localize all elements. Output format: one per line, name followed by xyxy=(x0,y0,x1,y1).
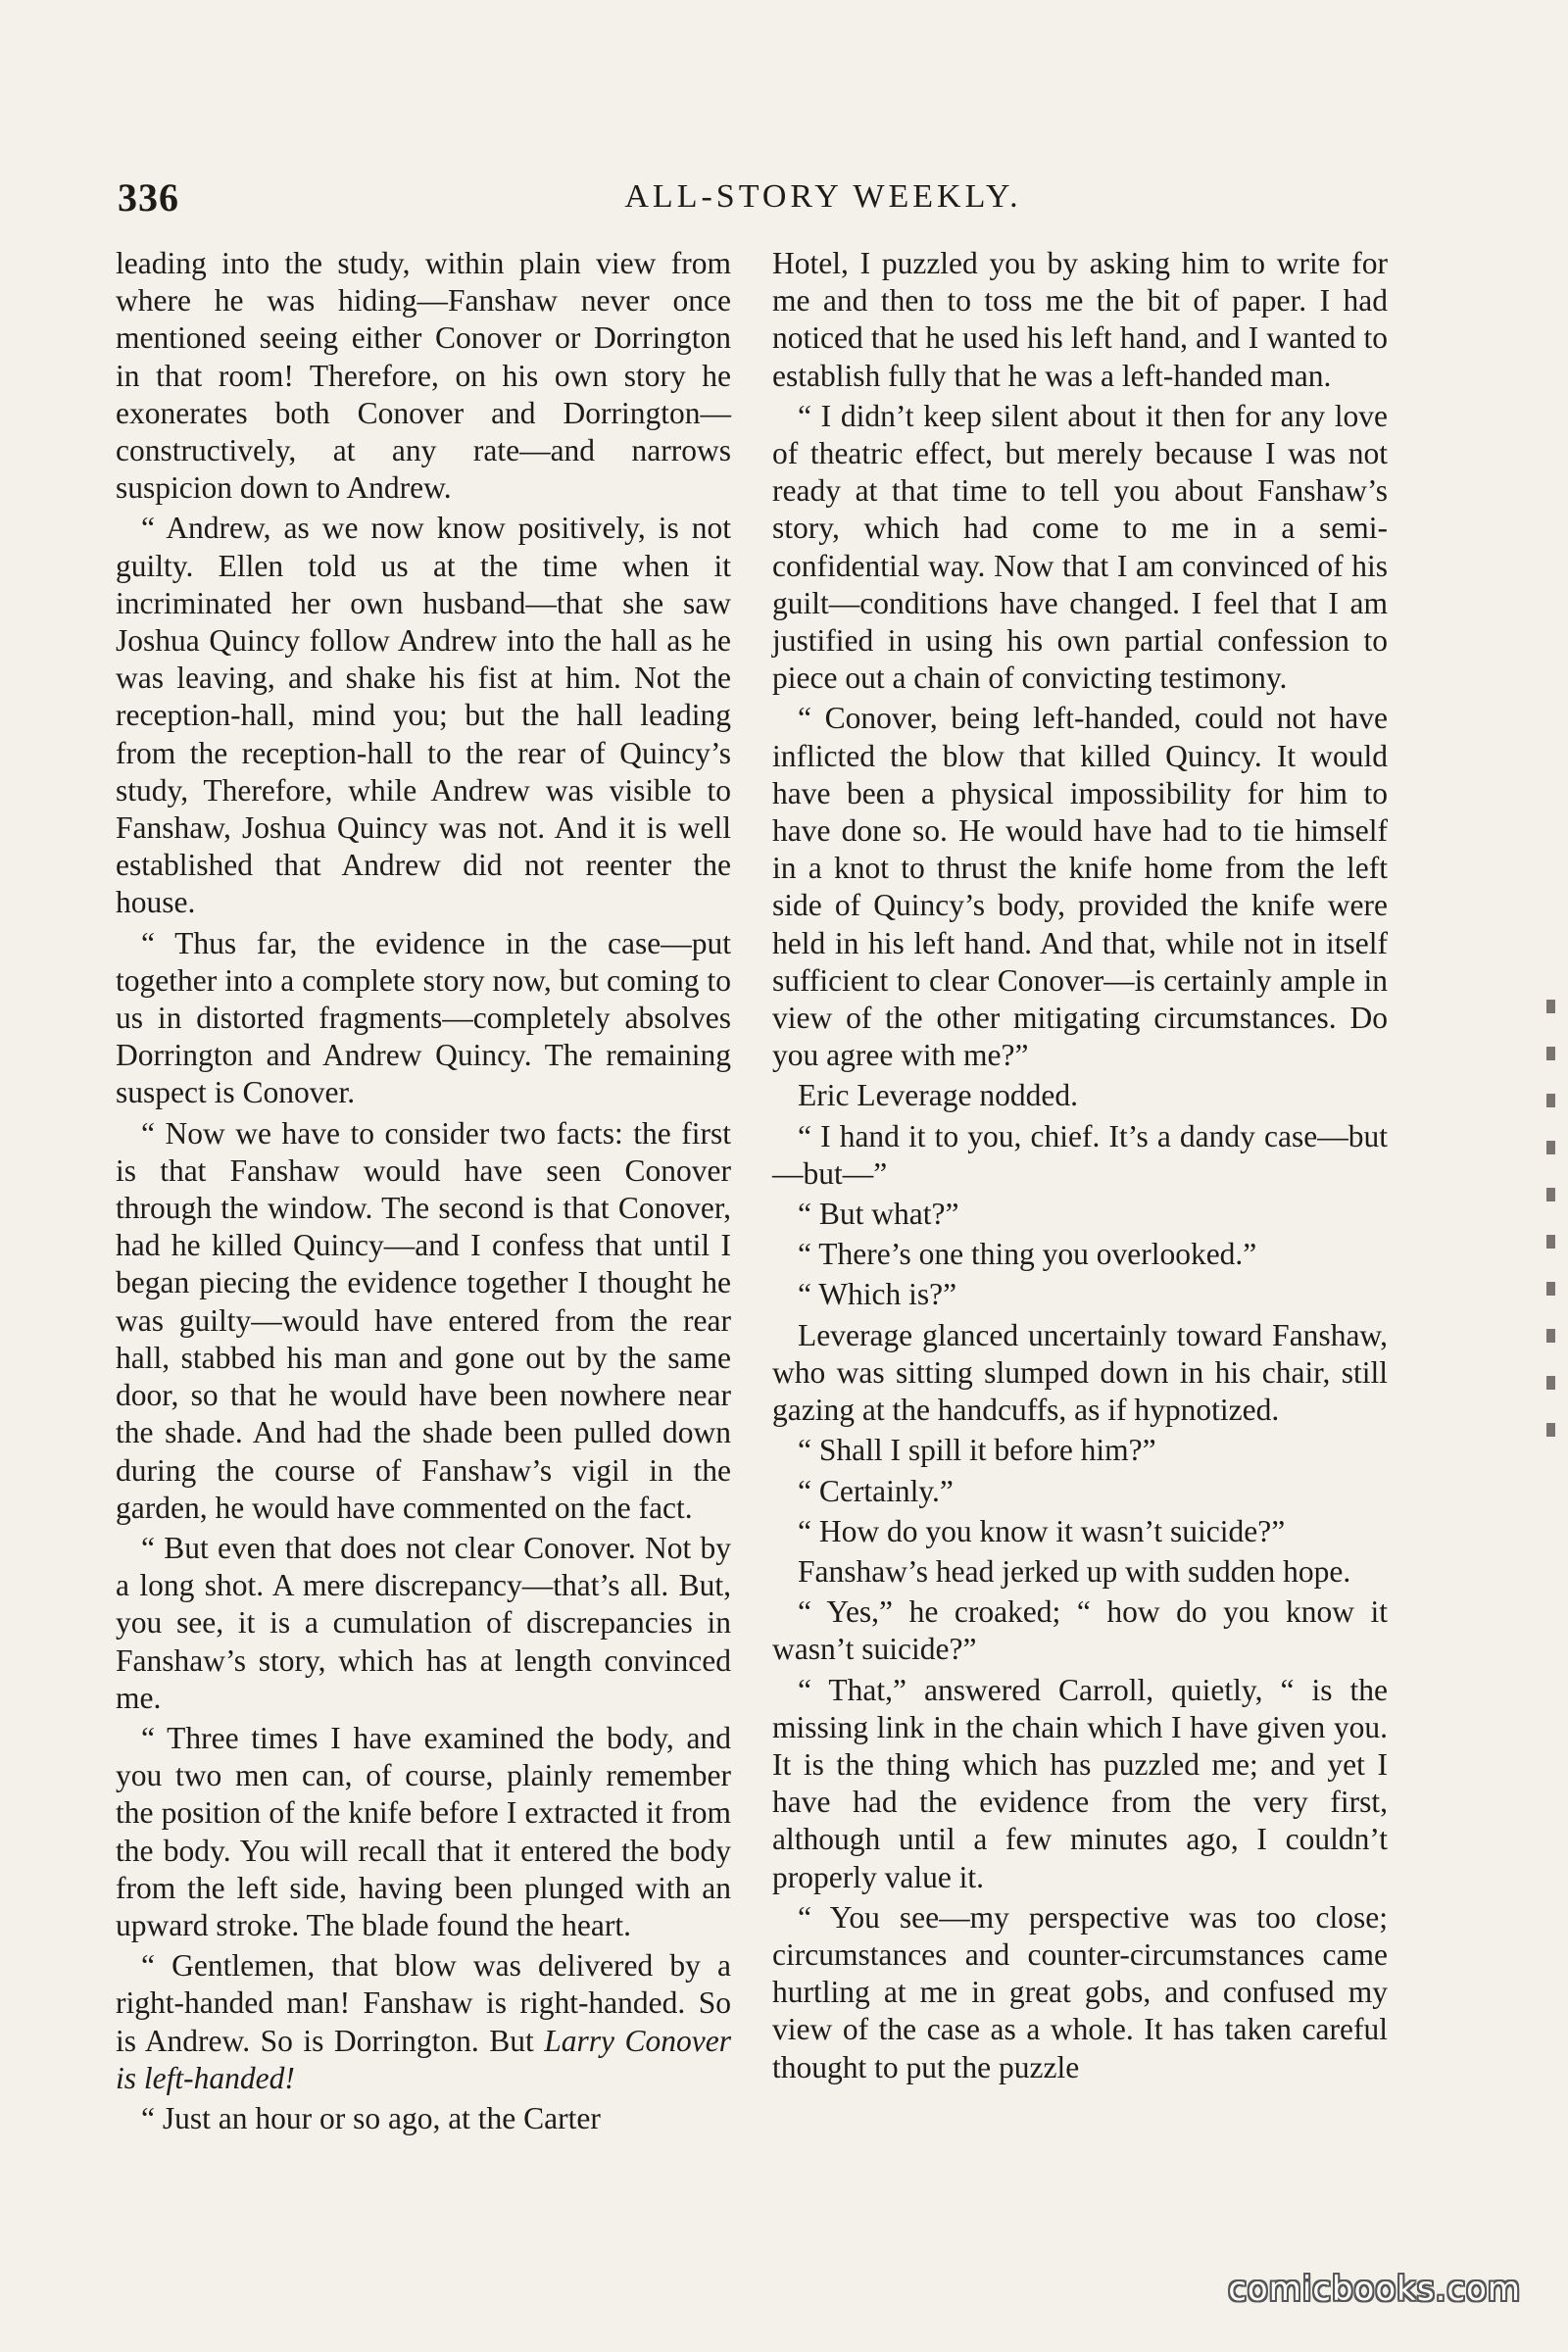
paragraph-text: Eric Leverage nodded. xyxy=(798,1078,1078,1113)
paragraph xyxy=(772,1236,1388,1273)
paragraph-text: “ You see—my perspective was too close; circumstances and counter-circumstances came hurtling at me in great gobs, and confused my view of the case as a whole. It has taken careful thought to put the puzzle xyxy=(772,1899,1388,2084)
paragraph xyxy=(772,1276,1388,1313)
paragraph-text: “ Gentlemen, that blow was delivered by a right-handed man! Fanshaw is right-handed. So is Andrew. So is Dorrington. But xyxy=(116,1948,731,2058)
paragraph xyxy=(116,1115,731,1527)
paragraph-text: Hotel, I puzzled you by asking him to write for me and then to toss me the bit of paper. I had noticed that he used his left hand, and I wanted to establish fully that he was a left-handed man. xyxy=(772,246,1388,393)
paragraph xyxy=(116,1530,731,1717)
page-header xyxy=(118,174,1411,233)
paragraph xyxy=(772,1672,1388,1896)
paragraph xyxy=(116,1947,731,2097)
paragraph-text: “ Yes,” he croaked; “ how do you know it wasn’t suicide?” xyxy=(772,1594,1388,1667)
paragraph-text: “ Andrew, as we now know positively, is not guilty. Ellen told us at the time when it incriminated her own husband—that she saw Joshua Quincy follow Andrew into the hall as he was leaving, and shake his fist at him. Not the reception-hall, mind you; but the hall leading from the reception-hall to the rear of Quincy’s study, Therefore, while Andrew was visible to Fanshaw, Joshua Quincy was not. And it is well established that Andrew did not reenter the house. xyxy=(116,511,731,920)
paragraph-text: “ But what?” xyxy=(798,1197,959,1232)
paragraph-text: “ Now we have to consider two facts: the first is that Fanshaw would have seen Conover through the window. The second is that Conover, had he killed Quincy—and I confess that until I began piecing the evidence together I thought he was guilty—would have entered from the rear hall, stabbed his man and gone out by the same door, so that he would have been nowhere near the shade. And had the shade been pulled down during the course of Fanshaw’s vigil in the garden, he would have commented on the fact. xyxy=(116,1115,731,1525)
paragraph xyxy=(772,1899,1388,2086)
paragraph xyxy=(772,1317,1388,1430)
paragraph-text: “ How do you know it wasn’t suicide?” xyxy=(798,1513,1286,1548)
paragraph xyxy=(772,1196,1388,1233)
watermark: comicbooks.com xyxy=(1228,2270,1521,2309)
paragraph-text: “ Which is?” xyxy=(798,1277,957,1312)
paragraph-text: “ Thus far, the evidence in the case—put together into a complete story now, but coming to us in distorted fragments—completely absolves Dorrington and Andrew Quincy. The remaining suspect is Conover. xyxy=(116,925,731,1110)
paragraph-text: “ I didn’t keep silent about it then for any love of theatric effect, but merely because I was not ready at that time to tell you about Fanshaw’s story, which had come to me in a semi-confidential way. Now that I am convinced of his guilt—conditions have changed. I feel that I am justified in using his own partial confession to piece out a chain of convicting testimony. xyxy=(772,398,1388,696)
right-text-column xyxy=(772,245,1388,2089)
paragraph-text: “ But even that does not clear Conover. Not by a long shot. A mere discrepancy—that’s all. But, you see, it is a cumulation of discrepancies in Fanshaw’s story, which has at length convinced me. xyxy=(116,1530,731,1715)
paragraph-text: “ I hand it to you, chief. It’s a dandy case—but—but—” xyxy=(772,1118,1388,1191)
margin-bleed-marks xyxy=(1546,1000,1560,1470)
paragraph xyxy=(772,1077,1388,1114)
italic-emphasis: Larry Conover is left-handed! xyxy=(116,2023,732,2095)
left-text-column xyxy=(116,245,731,2140)
paragraph xyxy=(772,1432,1388,1469)
running-head: ALL-STORY WEEKLY. xyxy=(624,178,1022,215)
paragraph xyxy=(772,700,1388,1074)
paragraph-text: “ There’s one thing you overlooked.” xyxy=(798,1237,1257,1272)
paragraph xyxy=(116,925,731,1112)
paragraph xyxy=(772,398,1388,698)
paragraph-text: “ That,” answered Carroll, quietly, “ is the missing link in the chain which I have given you. It is the thing which has puzzled me; and yet I have had the evidence from the very first, although until a few minutes ago, I couldn’t properly value it. xyxy=(772,1672,1388,1894)
paragraph xyxy=(772,1513,1388,1550)
paragraph-text: Fanshaw’s head jerked up with sudden hope. xyxy=(798,1553,1351,1589)
paragraph xyxy=(772,1553,1388,1591)
paragraph-text: “ Certainly.” xyxy=(798,1473,954,1508)
page-number: 336 xyxy=(118,175,179,220)
paragraph xyxy=(116,510,731,921)
paragraph xyxy=(772,1473,1388,1510)
paragraph xyxy=(772,245,1388,395)
paragraph xyxy=(772,1593,1388,1668)
paragraph-text: “ Shall I spill it before him?” xyxy=(798,1433,1156,1468)
paragraph-text: Leverage glanced uncertainly toward Fanshaw, who was sitting slumped down in his chair, still gazing at the handcuffs, as if hypnotized. xyxy=(772,1317,1388,1428)
paragraph xyxy=(772,1118,1388,1193)
paragraph-text: “ Conover, being left-handed, could not have inflicted the blow that killed Quincy. It would have been a physical impossibility for him to have done so. He would have had to tie himself in a knot to thrust the knife home from the left side of Quincy’s body, provided the knife were held in his left hand. And that, while not in itself sufficient to clear Conover—is certainly ample in view of the other mitigating circumstances. Do you agree with me?” xyxy=(772,701,1388,1073)
paragraph-text: “ Three times I have examined the body, and you two men can, of course, plainly remember the position of the knife before I extracted it from the body. You will recall that it entered the body from the left side, having been plunged with an upward stroke. The blade found the heart. xyxy=(116,1720,731,1942)
paragraph-text: leading into the study, within plain view from where he was hiding—Fanshaw never once mentioned seeing either Conover or Dorrington in that room! Therefore, on his own story he exonerates both Conover and Dorrington—constructively, at any rate—and narrows suspicion down to Andrew. xyxy=(116,246,731,506)
paragraph xyxy=(116,2100,731,2137)
paragraph xyxy=(116,245,731,507)
paragraph-text: “ Just an hour or so ago, at the Carter xyxy=(141,2100,601,2135)
paragraph xyxy=(116,1720,731,1944)
